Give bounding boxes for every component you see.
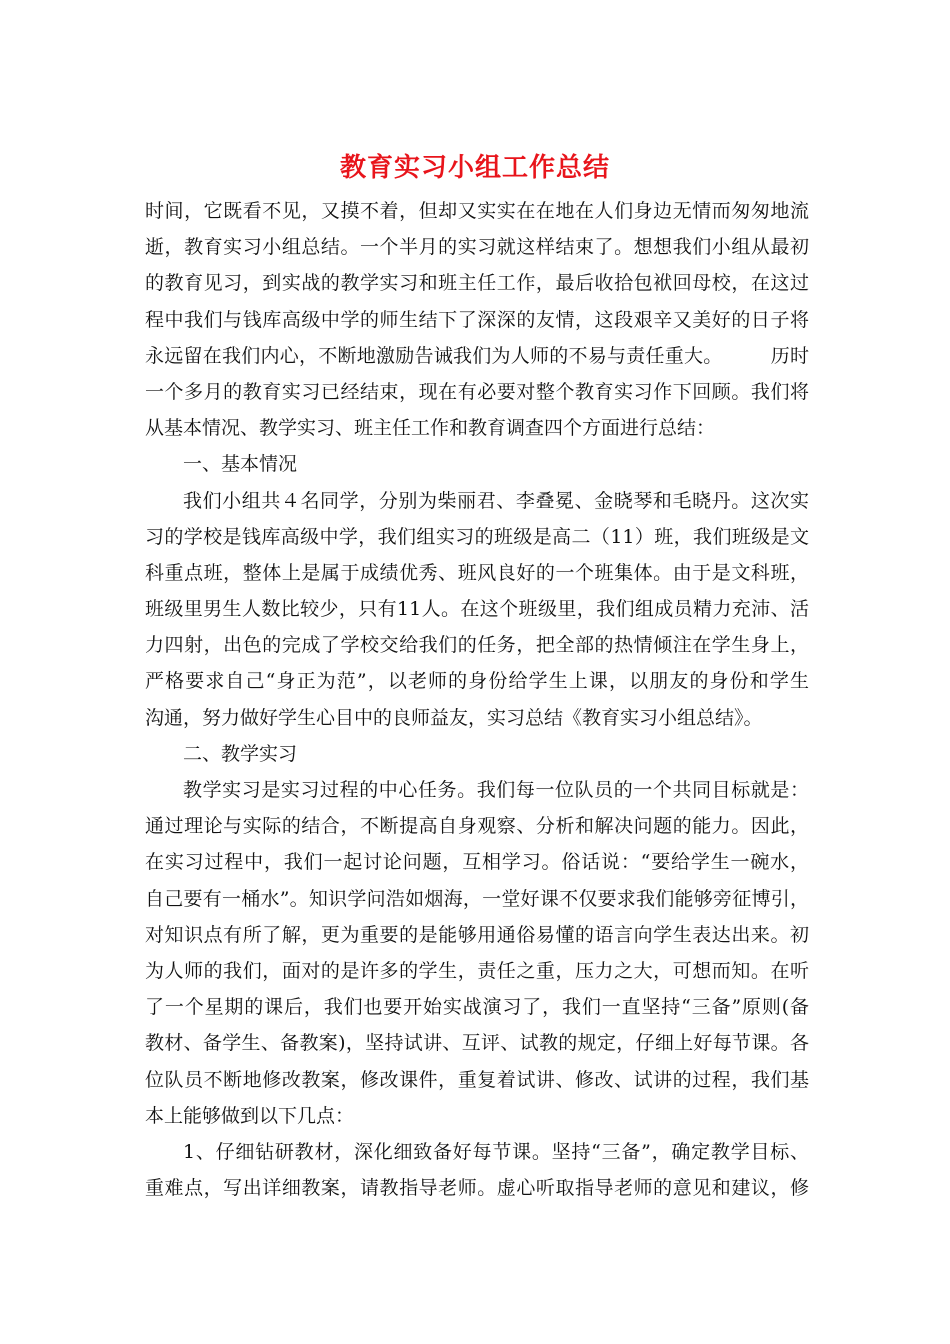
section-heading: 一、基本情况 (183, 453, 298, 476)
body-line: 1、仔细钻研教材，深化细致备好每节课。坚持“三备”，确定教学目标、 (183, 1140, 809, 1163)
body-line: 为人师的我们，面对的是许多的学生，责任之重，压力之大，可想而知。在听 (145, 959, 809, 982)
body-line-segment: 历时 (770, 344, 809, 367)
body-line: 自己要有一桶水”。知识学问浩如烟海，一堂好课不仅要求我们能够旁征博引， (145, 887, 809, 910)
body-line: 逝，教育实习小组总结。一个半月的实习就这样结束了。想想我们小组从最初 (145, 236, 809, 259)
section-heading: 二、教学实习 (183, 742, 298, 765)
body-line: 位队员不断地修改教案，修改课件，重复着试讲、修改、试讲的过程，我们基 (145, 1068, 809, 1091)
body-line: 习的学校是钱库高级中学，我们组实习的班级是高二（11）班，我们班级是文 (145, 525, 809, 548)
body-line: 本上能够做到以下几点： (145, 1104, 355, 1127)
body-line: 严格要求自己“身正为范”，以老师的身份给学生上课，以朋友的身份和学生 (145, 670, 809, 693)
body-line: 一个多月的教育实习已经结束，现在有必要对整个教育实习作下回顾。我们将 (145, 380, 809, 403)
body-line: 教学实习是实习过程的中心任务。我们每一位队员的一个共同目标就是： (183, 779, 809, 801)
body-line: 我们小组共４名同学，分别为柴丽君、李叠冕、金晓琴和毛晓丹。这次实 (183, 489, 809, 512)
body-line: 科重点班，整体上是属于成绩优秀、班风良好的一个班集体。由于是文科班， (145, 561, 809, 584)
body-line: 了一个星期的课后，我们也要开始实战演习了，我们一直坚持“三备”原则(备 (145, 996, 809, 1019)
body-line: 班级里男生人数比较少，只有11人。在这个班级里，我们组成员精力充沛、活 (145, 598, 809, 621)
body-line: 力四射，出色的完成了学校交给我们的任务，把全部的热情倾注在学生身上， (145, 634, 809, 657)
body-line: 程中我们与钱库高级中学的师生结下了深深的友情，这段艰辛又美好的日子将 (145, 308, 809, 331)
body-line: 在实习过程中，我们一起讨论问题，互相学习。俗话说：“要给学生一碗水， (145, 851, 809, 874)
body-line-segment: 永远留在我们内心，不断地激励告诫我们为人师的不易与责任重大。 (145, 344, 723, 367)
document-title: 教育实习小组工作总结 (339, 153, 610, 183)
body-line: 重难点，写出详细教案，请教指导老师。虚心听取指导老师的意见和建议，修 (145, 1177, 809, 1200)
body-line: 教材、备学生、备教案)，坚持试讲、互评、试教的规定，仔细上好每节课。各 (145, 1032, 809, 1055)
body-line: 对知识点有所了解，更为重要的是能够用通俗易懂的语言向学生表达出来。初 (145, 923, 809, 946)
body-line: 从基本情况、教学实习、班主任工作和教育调查四个方面进行总结： (145, 417, 716, 440)
body-line: 通过理论与实际的结合，不断提高自身观察、分析和解决问题的能力。因此， (145, 815, 809, 838)
body-line: 的教育见习，到实战的教学实习和班主任工作，最后收拾包袱回母校，在这过 (145, 272, 809, 295)
body-line: 沟通，努力做好学生心目中的良师益友，实习总结《教育实习小组总结》。 (145, 706, 763, 729)
body-line-compound (145, 338, 809, 374)
document-body (145, 193, 809, 1206)
body-line: 时间，它既看不见，又摸不着，但却又实实在在地在人们身边无情而匆匆地流 (145, 200, 809, 222)
